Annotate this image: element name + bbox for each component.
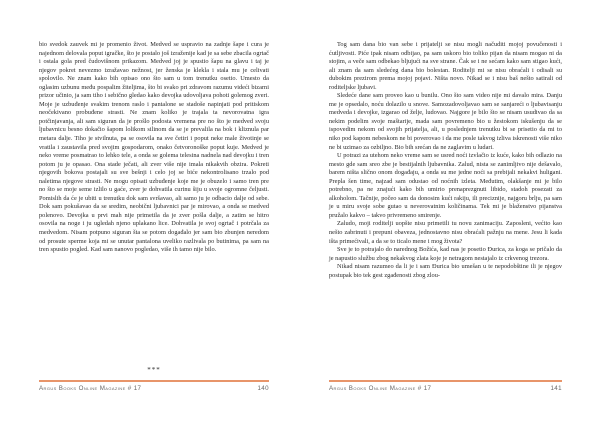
paragraph: Sve je to potrajalo do narednog Božića, kad nas je posetio Đurica, za koga se pričalo da je napustio službu zbog nekakvog zlata koje je netragom nestajalo iz crkvenog trezora.: [329, 246, 562, 262]
paragraph: bio svedok zauvek mi je promenio život. Medved se uspravio na zadnje šape i cura je najednom delovala poput igračke, što je postalo još izraženije kad je sa sebe zbacila ogrtač i ostala gola pred čudovišnom prikazom. Medved joj je spustio šapu na glavu i taj je njegov pokret nevezmo izražavao nežnost, jer ženska je klekla i stala mu je celivati spolovilo. Ne znam kako bih opisao ono što sam u tom trenutku osetio. Umesto da oglasim uzbunu među pospalim žiteljima, što bi svako pri zdravom razumu videći bizarni prizor učinio, ja sam tiho i sebično gledao kako devojka udovoljava pohoti golemog zveri. Moje je uzbuđenje svakim trenom raslo i pantalone se stadoše napinjati pod pritiskom neočekivano probuđene strasti. Ne znam koliko je trajala ta nevorovatna igra potčinjavanja, ali sam siguran da je prošlo podosta vremena pre no što je medved svoju ljubavnicu besno dokačio šapom lolikom silinom da se je prevalila na bok i kliznula par metara dalje. Tiho je stvilnuta, pa se osovila na sve četiri i poput neke male životinje se vratila i zaustavila pred svojim gospodarom, onako četvoronoške poput kuje. Medved je neko vreme posmatrao to lehko tele, a onda se golema telesina nadnela nad devojku i tren potom ju je opasao. Ona stade ječati, ali zver više nije imala nikakvih obzira. Pokreti njegovih bokova postajali su sve bešnji i celo joj se biće nekontrolisano trzalo pod naletima njegove strasti. Ne mogu opisati uzbuđenje koje me je obuzelo i samo tren pre no što se moje seme izlilo u gaće, zver je dohvatila curinu šiju u svoje ogromne čeljusti. Pomislih da će je ubiti u trenutku dok sam svršavao, ali samo ju je odbacio dalje od sebe. Dok sam pokušavao da se sredim, neobični ljubavnici par je mirovao, a onda se medved polenovo. Devojka u prvi mah nije primetila da je zver pošla dalje, a zatim se hitro osovila na noge i ju ugledah njeno uplakano lice. Dohvatila je svoj ogrtač i potrčala za medvedom. Nisam potpuno siguran šta se potom događalo jer sam bio zbunjen neredom od prosute sperme koja mi se unutar pantalona uvelikо razlivala po butinima, pa sam na tren spustio pogled. Kad sam nanovo pogledao, više ih tamo nije bilo.: [39, 41, 269, 254]
paragraph: Tog sam dana bio van sebe i prijatelji se nisu mogli načuditi mojoj povučenosti i ćutljivosti. Piće ipak nisam odbijao, pa sam uskoro bio toliko pijan da nisam mogao ni da stojim, a veče sam odbekao bljujući na sve strane. Čak se i ne sećam kako sam stigao kući, ali znam da sam sledećeg dana bio bolestan. Roditelji mi se nisu obraćali i odisali su dubokim prezirom prema mojoj pojavi. Ništa novo. Nikad se i nisu baš nešto satirali od roditeljske ljubavi.: [329, 41, 562, 91]
page-number: 140: [257, 385, 269, 392]
right-page: [300, 0, 600, 424]
section-separator: ***: [147, 366, 161, 374]
paragraph: Zaludo, moji roditelji uopšte nisu primetili tu novu zanimaciju. Zaposleni, većito kao nešto zabrinuti i prepuni obaveza, jednostavno nisu obraćali pažnju na mene. Jesu li kada išta primećivali, a da se to ticalo mene i mog života?: [329, 220, 562, 245]
paragraph: Sledeće dane sam proveo kao u bunilu. Ono što sam video nije mi davalo mira. Danju me je opsedalo, noću dolazilo u snove. Samozadovoljavao sam se sanjareći o ljubavisanju medveda i devojke, izgarao od želje, ludovao. Najgore je bilo što se nisam usudivao da sa nekim podelim svoje maštarije, mada sam povremeno bio u žestokom iskušenju da se ispovedim nekom od svojih prijatelja, ali, u poslednjem trenutku bi se prisetio da mi to niko pod kapom nebeskom ne bi poverovao i da me posle takvog izlivа iskrenosti više niko ne bi uzimao za ozbiljno. Bio bih srećan da ne zaglavim u ludari.: [329, 92, 562, 151]
left-page-footer: [39, 385, 269, 392]
left-page-text-column: [39, 41, 269, 255]
footer-rule: [39, 380, 269, 382]
footer-magazine-title: Argus Books Online Magazine # 17: [39, 385, 142, 392]
footer-magazine-title: Argus Books Online Magazine # 17: [329, 385, 432, 392]
page-number: 141: [550, 385, 562, 392]
footer-rule: [329, 380, 562, 382]
paragraph: U potrazi za utehom neko vreme sam se usred noći izvlačio iz kuće, kako bih odlazio na mesto gde sam sreo zbe je bestijalnih ljubavnika. Zalud, nista se zanimljivo nije dešavalo, barem ništa slično onom događaju, a onda su me jedne noći sa prebijali nekakvi huligani. Prepla šen time, najzad sam odustao od noćnih izleta. Međutim, olakšanje mi je bilo potrebno, pa ne znajući kako bih umirio prenaprezgnuti libido, stadoh posezati za alkoholom. Tačnije, počeo sam da donosim kući rakiju, ili preciznije, najgoru brlju, pa sam je u miru svoje sobe gutao u neverovatnim količinama. Tek mi je blaženstvo pijanstva pružalo kakvo – takvo privremeno smirenje.: [329, 152, 562, 219]
right-page-footer: [329, 385, 562, 392]
paragraph: Nikad nisam razumeo da li je i sam Đurica bio umešan u te nepodobštine ili je njegov postupak bio tek gest zgađenosti zbog zlou-: [329, 263, 562, 279]
right-page-text-column: [329, 41, 562, 280]
